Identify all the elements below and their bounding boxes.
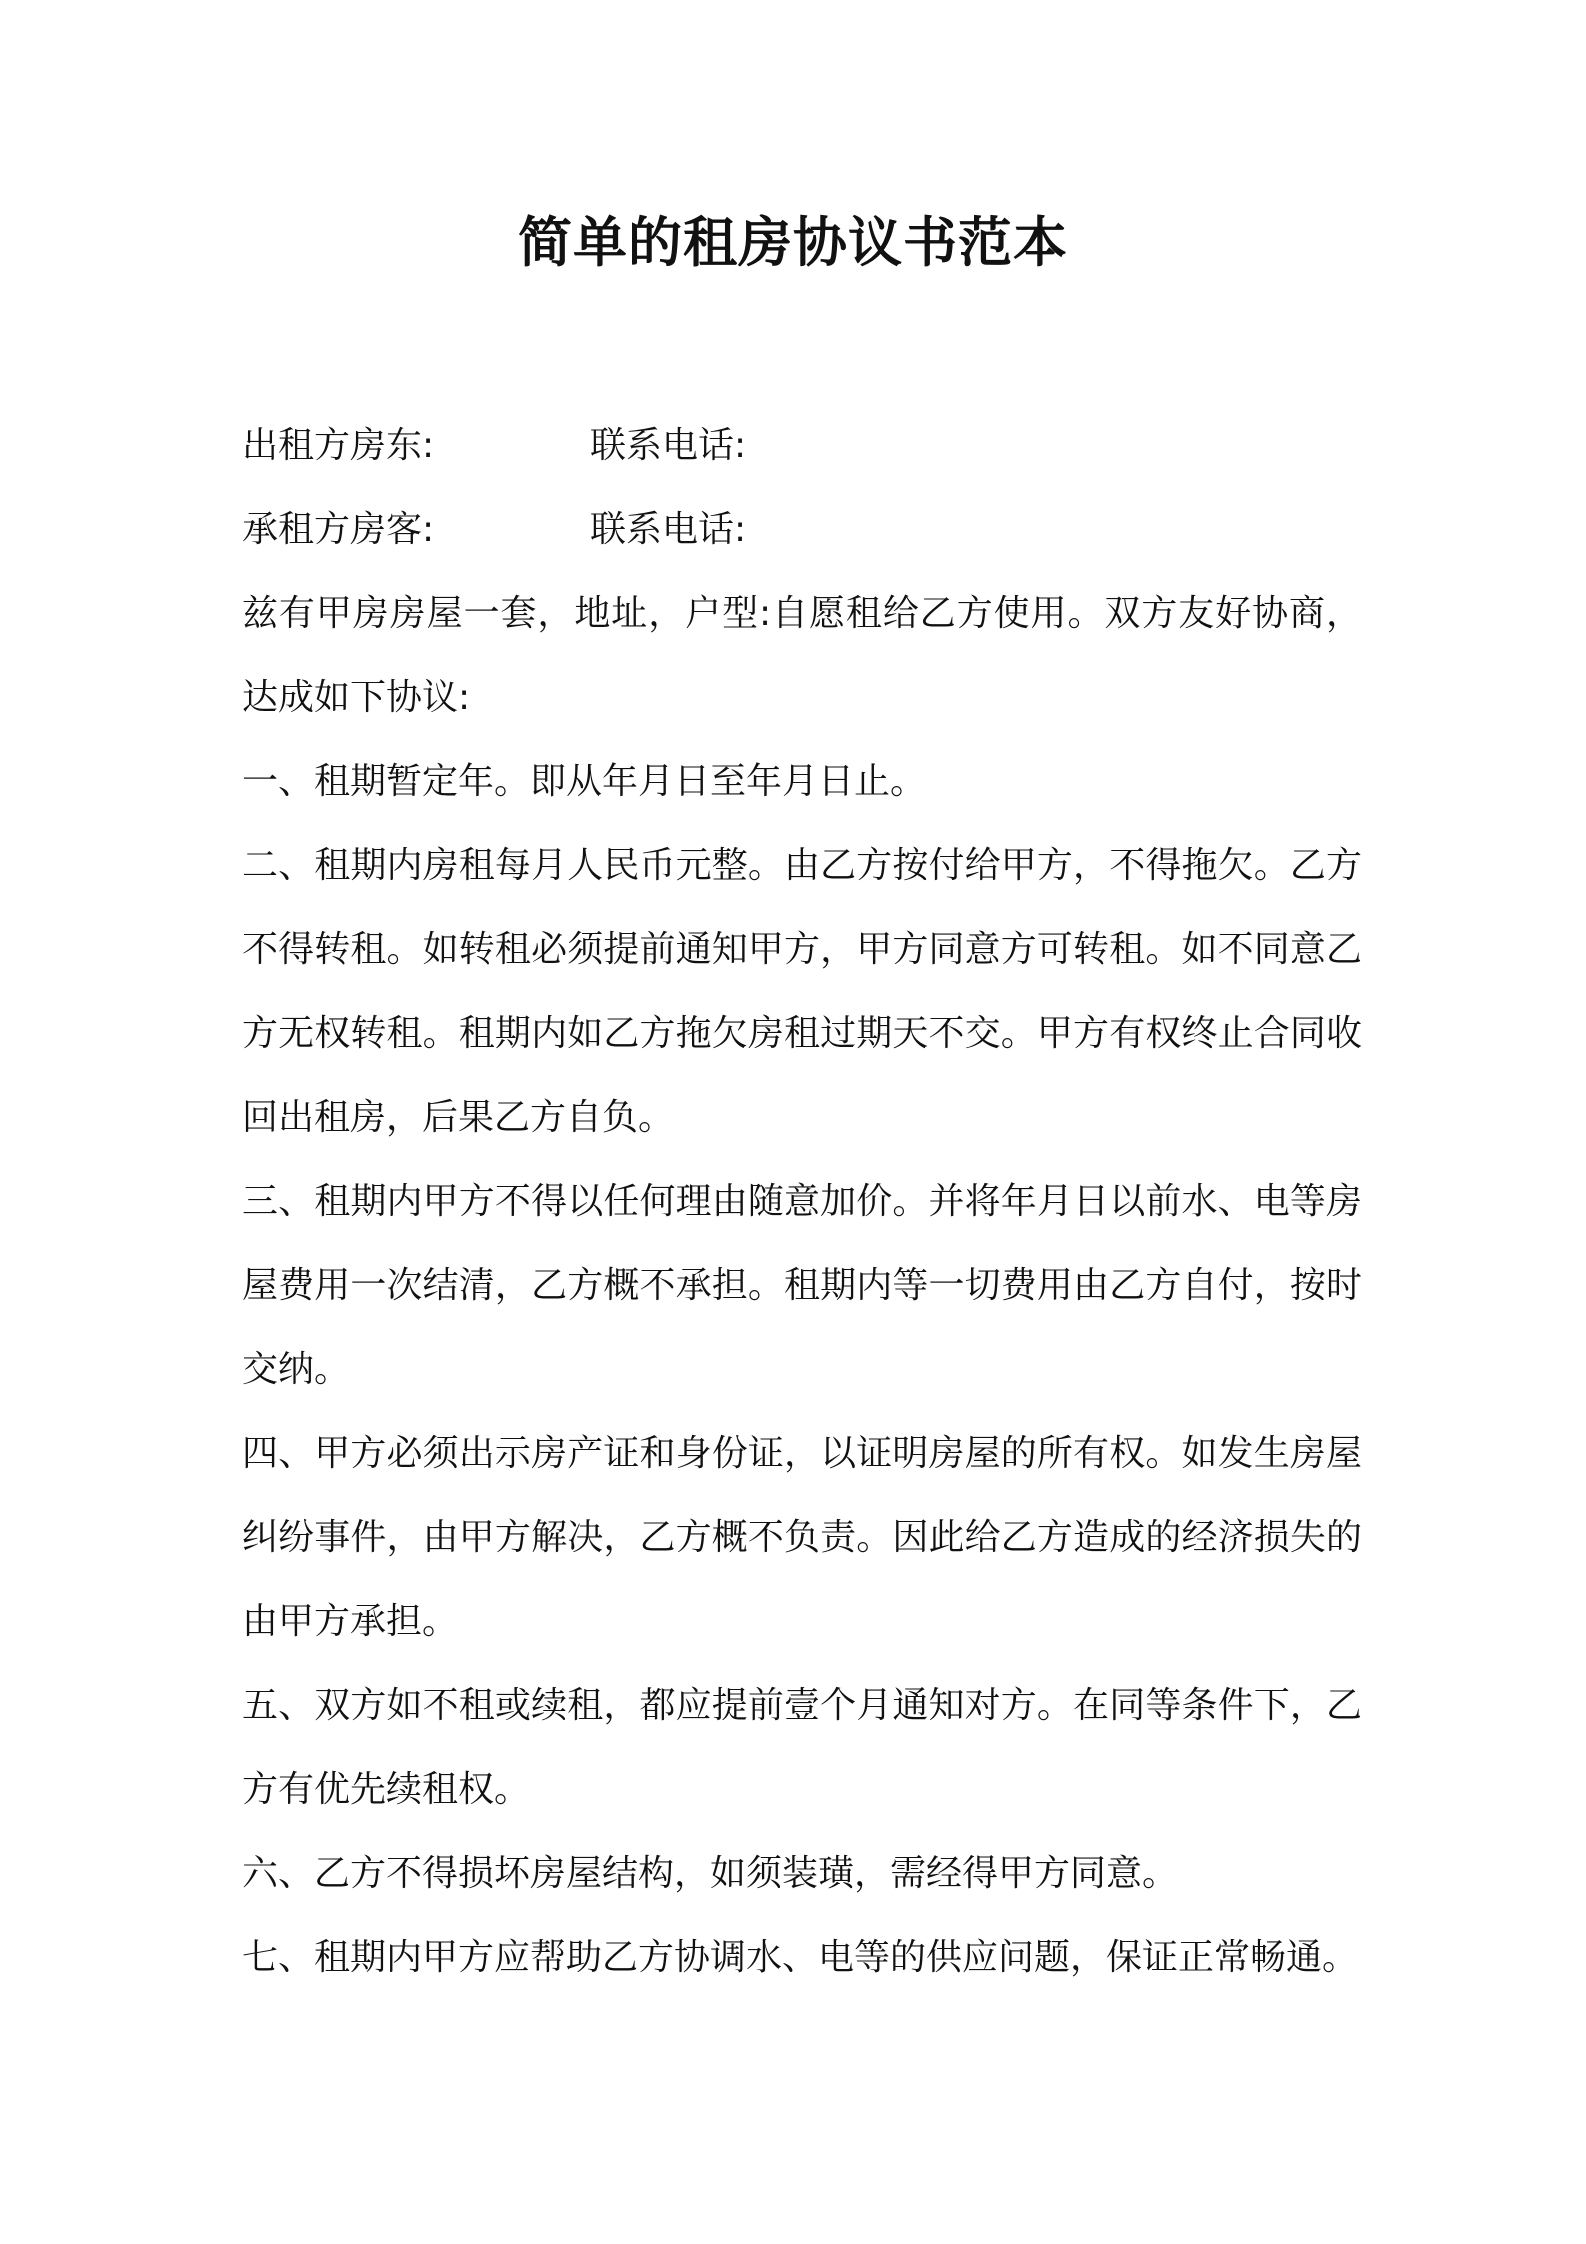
tenant-label: 承租方房客:	[242, 509, 435, 550]
landlord-label: 出租方房东:	[242, 425, 435, 466]
clause-5: 五、双方如不租或续租，都应提前壹个月通知对方。在同等条件下，乙方有优先续租权。	[242, 1685, 1362, 1810]
clause-3: 三、租期内甲方不得以任何理由随意加价。并将年月日以前水、电等房屋费用一次结清，乙方概不承担。租期内等一切费用由乙方自付，按时交纳。	[242, 1181, 1362, 1390]
document-title: 简单的租房协议书范本	[518, 211, 1068, 274]
clause-2: 二、租期内房租每月人民币元整。由乙方按付给甲方，不得拖欠。乙方不得转租。如转租必须提前通知甲方，甲方同意方可转租。如不同意乙方无权转租。租期内如乙方拖欠房租过期天不交。甲方有权终止合同收回出租房，后果乙方自负。	[242, 845, 1362, 1138]
document-body	[242, 404, 1362, 2000]
tenant-phone-label: 联系电话:	[590, 509, 747, 550]
tenant-row	[242, 488, 1362, 572]
clause-7: 七、租期内甲方应帮助乙方协调水、电等的供应问题，保证正常畅通。	[242, 1937, 1359, 1978]
landlord-phone-label: 联系电话:	[590, 425, 747, 466]
clause-6: 六、乙方不得损坏房屋结构，如须装璜，需经得甲方同意。	[242, 1853, 1179, 1894]
clause-4: 四、甲方必须出示房产证和身份证，以证明房屋的所有权。如发生房屋纠纷事件，由甲方解决，乙方概不负责。因此给乙方造成的经济损失的由甲方承担。	[242, 1433, 1362, 1642]
landlord-row	[242, 404, 1362, 488]
clause-1: 一、租期暂定年。即从年月日至年月日止。	[242, 761, 927, 802]
intro-paragraph: 兹有甲房房屋一套，地址，户型:自愿租给乙方使用。双方友好协商，达成如下协议:	[242, 593, 1362, 718]
